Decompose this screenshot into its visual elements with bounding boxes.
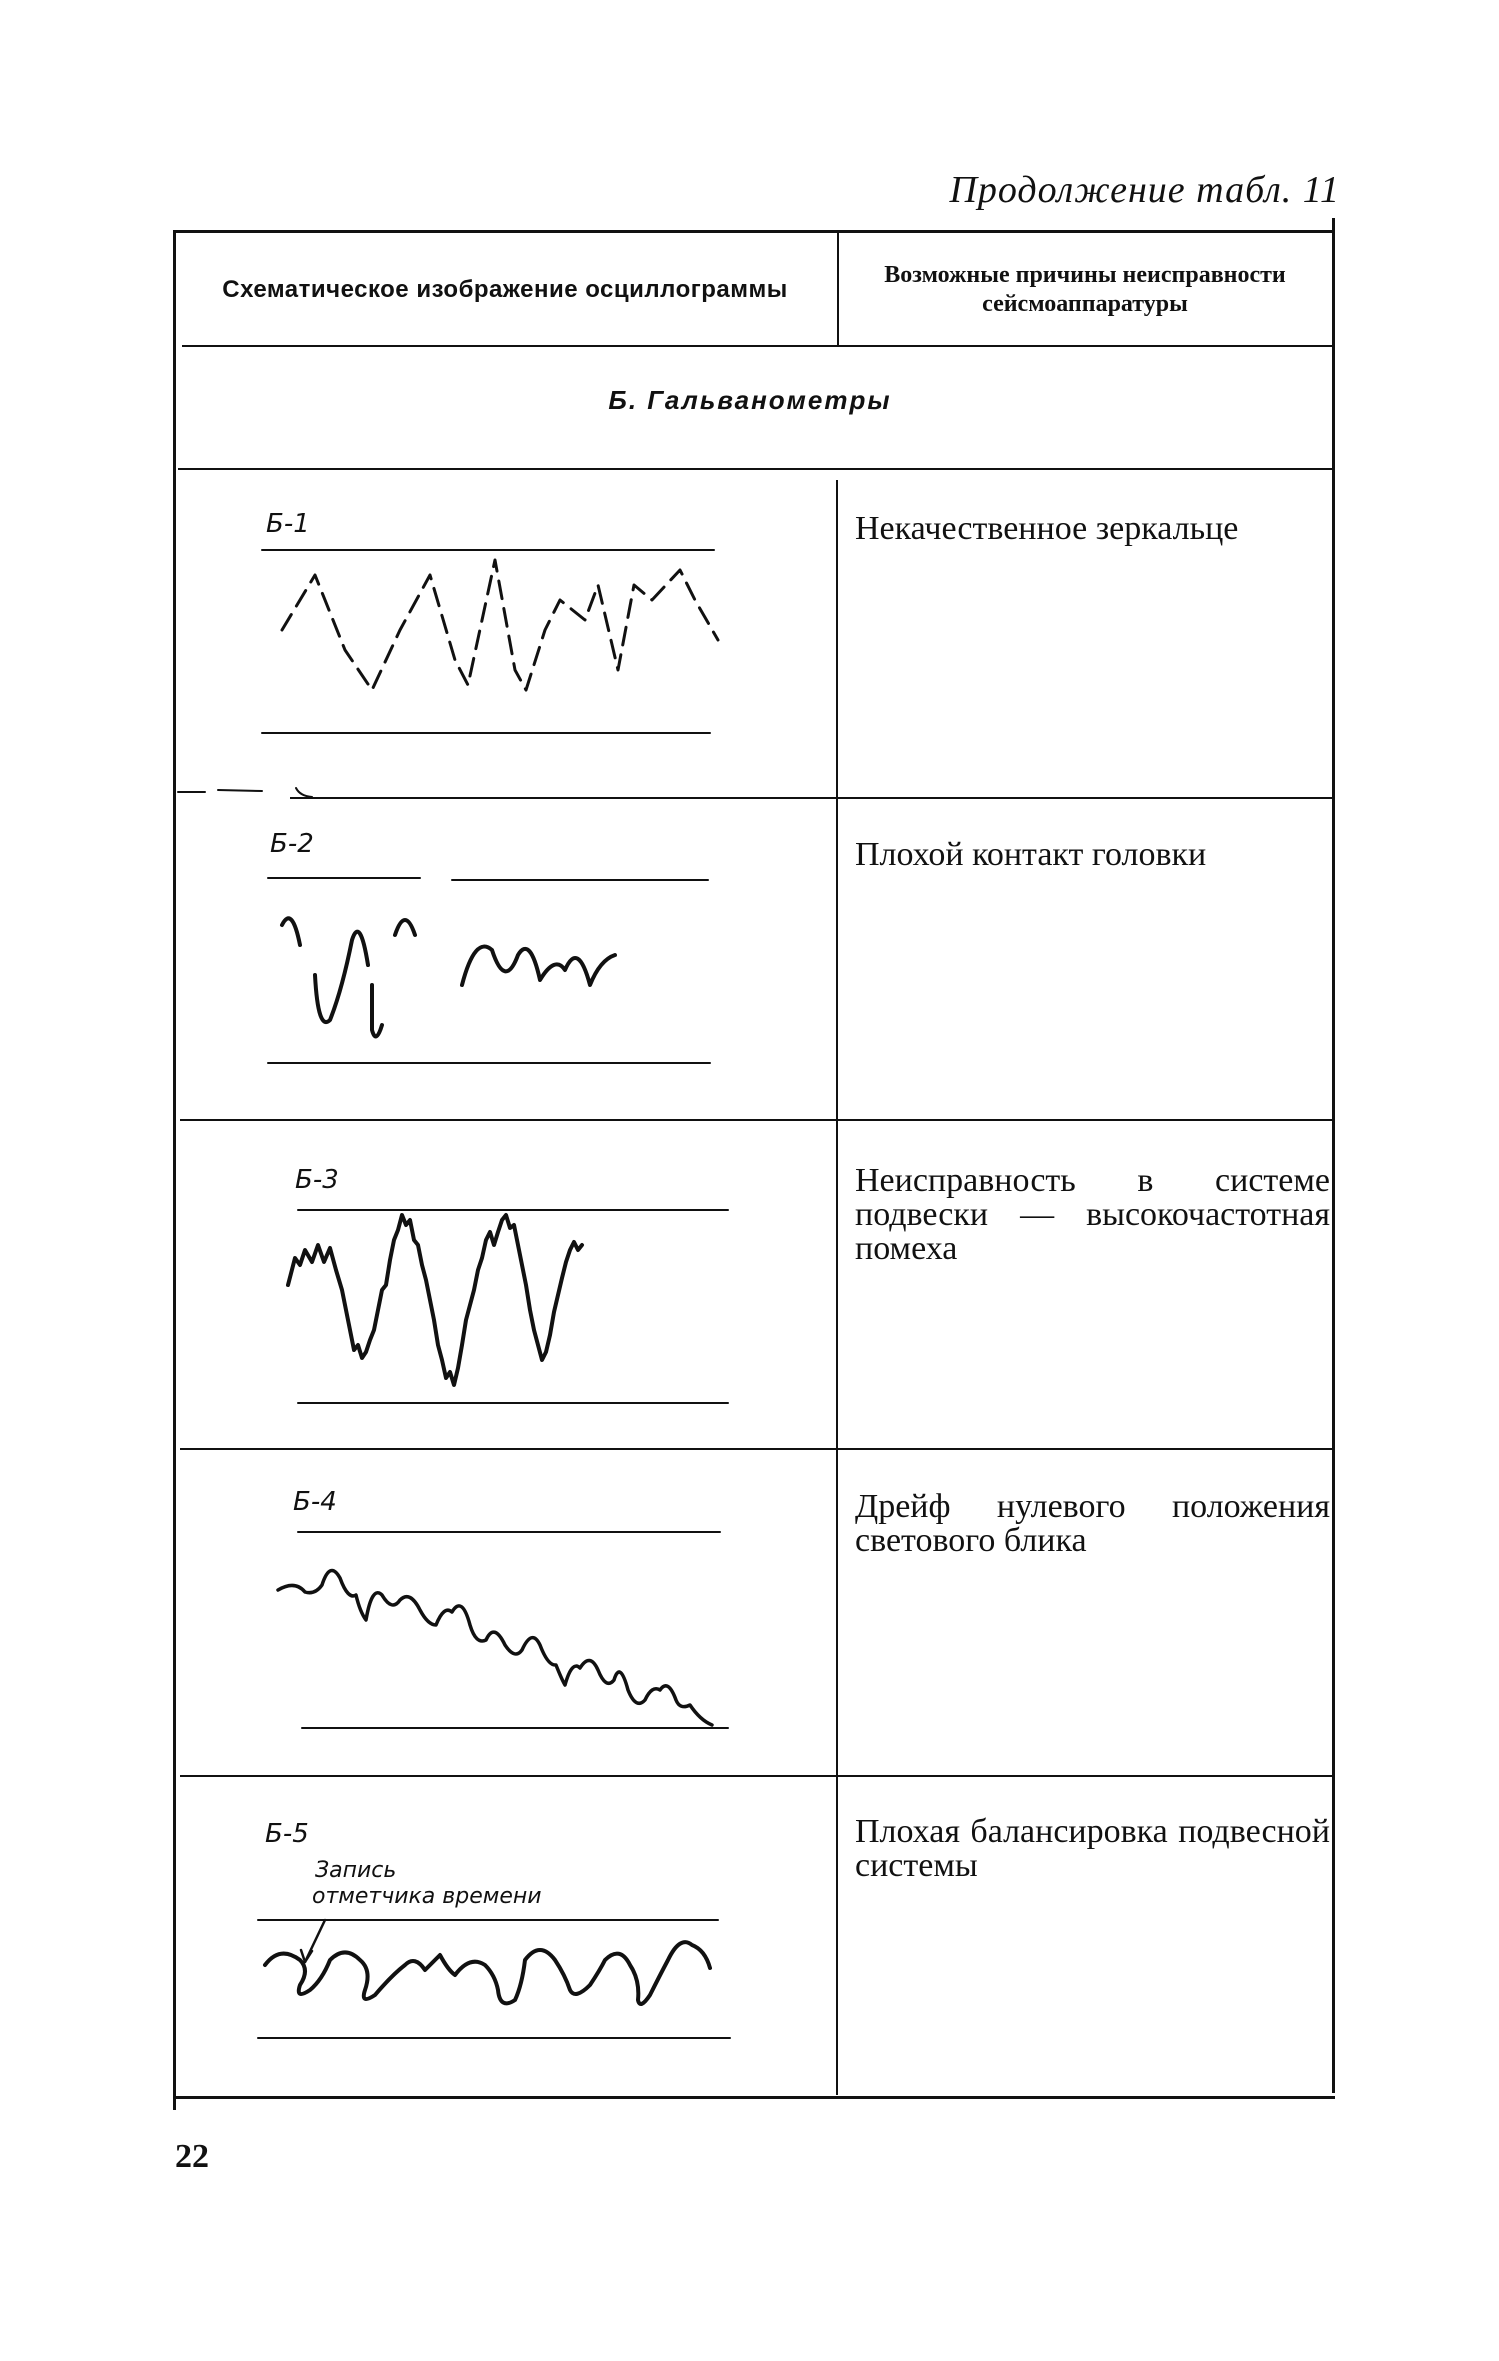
page-number: 22 — [175, 2138, 209, 2175]
oscillogram-b3 — [288, 1210, 728, 1403]
trace — [315, 932, 368, 1022]
trace — [462, 947, 615, 985]
label-b1: Б-1 — [266, 509, 310, 539]
trace — [372, 985, 382, 1036]
cause-b5: Плохая балансировка подвесной системы — [855, 1813, 1330, 1884]
oscillogram-b1 — [262, 550, 718, 733]
cause-b1: Некачественное зеркальце — [855, 510, 1239, 547]
label-b4: Б-4 — [293, 1487, 337, 1517]
broken-rule — [178, 788, 312, 797]
annotation-line-2: отметчика времени — [312, 1884, 542, 1909]
annotation-line-1: Запись — [315, 1858, 397, 1883]
trace — [265, 1942, 710, 2004]
trace — [282, 918, 300, 945]
trace — [395, 920, 415, 935]
section-title: Б. Гальванометры — [608, 385, 892, 415]
trace — [288, 1215, 582, 1385]
cause-b2: Плохой контакт головки — [855, 836, 1207, 873]
label-b5: Б-5 — [265, 1819, 309, 1849]
trace — [282, 560, 718, 690]
oscillogram-b4 — [278, 1532, 728, 1728]
label-b3: Б-3 — [295, 1165, 339, 1195]
oscillogram-b2 — [268, 878, 710, 1063]
label-b2: Б-2 — [270, 829, 314, 859]
header-oscillogram: Схематическое изображение осциллограммы — [222, 276, 788, 303]
oscillogram-b5 — [258, 1920, 730, 2038]
continuation-title: Продолжение табл. 11 — [949, 169, 1340, 211]
cause-b4: Дрейф нулевого положения светового блика — [855, 1488, 1330, 1559]
header-causes: Возможные причины неисправности сейсмоаппаратуры — [884, 262, 1286, 317]
cause-b3: Неисправность в системе подвески — высокочастотная помеха — [855, 1162, 1330, 1267]
trace — [278, 1570, 712, 1725]
